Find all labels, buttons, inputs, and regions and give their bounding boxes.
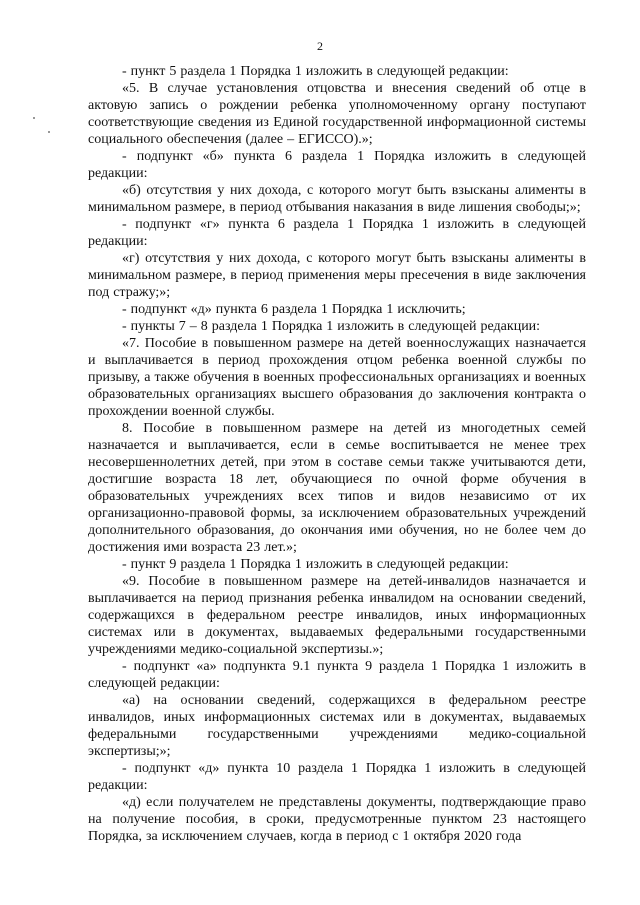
paragraph: - подпункт «г» пункта 6 раздела 1 Порядка 1 изложить в следующей редакции: <box>88 217 586 249</box>
paragraph: - подпункт «б» пункта 6 раздела 1 Порядка изложить в следующей редакции: <box>88 149 586 181</box>
paragraph: - подпункт «д» пункта 6 раздела 1 Порядка 1 исключить; <box>122 302 466 317</box>
paragraph: «а) на основании сведений, содержащихся в федеральном реестре инвалидов, иных информационных системах или в документах, выдаваемых федеральными государственными учреждениями медико-социальной экспертизы;»; <box>88 693 586 759</box>
paragraph: «д) если получателем не представлены документы, подтверждающие право на получение пособия, в сроки, предусмотренные пунктом 23 настоящего Порядка, за исключением случаев, когда в период с 1 октября 2020 года <box>88 795 586 844</box>
scan-speck <box>48 131 50 133</box>
page-number: 2 <box>317 39 323 53</box>
paragraph: - подпункт «а» подпункта 9.1 пункта 9 раздела 1 Порядка 1 изложить в следующей редакции: <box>88 659 586 691</box>
paragraph: «5. В случае установления отцовства и внесения сведений об отце в актовую запись о рождении ребенка уполномоченному органу поступают соответствующие сведения из Единой государственной информационной системы социального обеспечения (далее – ЕГИССО).»; <box>88 81 586 147</box>
paragraph: «б) отсутствия у них дохода, с которого могут быть взысканы алименты в минимальном размере, в период отбывания наказания в виде лишения свободы;»; <box>88 183 586 215</box>
paragraph: «9. Пособие в повышенном размере на детей-инвалидов назначается и выплачивается на период признания ребенка инвалидом на основании сведений, содержащихся в федеральном реестре инвалидов, иных информационных системах или в документах, выдаваемых федеральными государственными учреждениями медико-социальной экспертизы.»; <box>88 574 586 657</box>
paragraph: - пункты 7 – 8 раздела 1 Порядка 1 изложить в следующей редакции: <box>122 319 541 334</box>
paragraph: - пункт 9 раздела 1 Порядка 1 изложить в следующей редакции: <box>122 557 509 572</box>
paragraph: «7. Пособие в повышенном размере на детей военнослужащих назначается и выплачивается в период прохождения отцом ребенка военной службы по призыву, а также обучения в военных профессиональных организациях и военных образовательных организациях высшего образования до заключения контракта о прохождении военной службы. <box>88 336 586 419</box>
paragraph: «г) отсутствия у них дохода, с которого могут быть взысканы алименты в минимальном размере, в период применения меры пресечения в виде заключения под стражу;»; <box>88 251 586 300</box>
scan-speck <box>33 117 35 119</box>
document-body <box>88 63 586 845</box>
paragraph: - пункт 5 раздела 1 Порядка 1 изложить в следующей редакции: <box>122 64 509 79</box>
paragraph: 8. Пособие в повышенном размере на детей из многодетных семей назначается и выплачивается, если в семье воспитывается не менее трех несовершеннолетних детей, при этом в составе семьи также учитываются дети, достигшие возраста 18 лет, обучающиеся по очной форме обучения в образовательных учреждениях всех типов и видов независимо от их организационно-правовой формы, за исключением образовательных учреждений дополнительного образования, до окончания ими обучения, но не более чем до достижения ими возраста 23 лет.»; <box>88 421 586 555</box>
paragraph: - подпункт «д» пункта 10 раздела 1 Порядка 1 изложить в следующей редакции: <box>88 761 586 793</box>
